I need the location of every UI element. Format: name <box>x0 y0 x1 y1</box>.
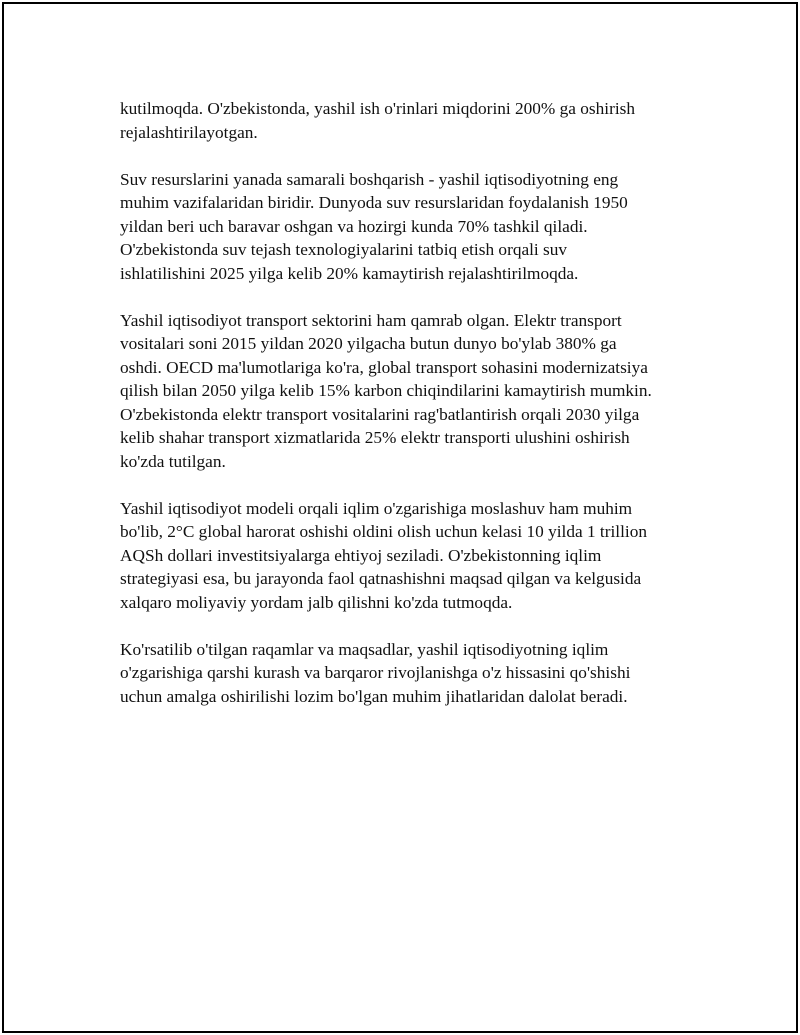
text-line: Yashil iqtisodiyot transport sektorini ham qamrab olgan. Elektr transport <box>120 310 622 330</box>
document-body <box>120 97 710 732</box>
paragraph-1 <box>120 97 710 144</box>
text-line: o'zgarishiga qarshi kurash va barqaror rivojlanishga o'z hissasini qo'shishi <box>120 663 631 682</box>
paragraph-4 <box>120 497 710 615</box>
text-line: Suv resurslarini yanada samarali boshqarish - yashil iqtisodiyotning eng <box>120 169 619 189</box>
document-page <box>2 2 798 1033</box>
text-line: kelib shahar transport xizmatlarida 25% elektr transporti ulushini oshirish <box>120 428 630 447</box>
text-line: O'zbekistonda suv tejash texnologiyalarini tatbiq etish orqali suv <box>120 240 568 259</box>
text-line: strategiyasi esa, bu jarayonda faol qatnashishni maqsad qilgan va kelgusida <box>120 569 642 588</box>
text-line: xalqaro moliyaviy yordam jalb qilishni ko'zda tutmoqda. <box>120 592 513 612</box>
text-line: Yashil iqtisodiyot modeli orqali iqlim o'zgarishiga moslashuv ham muhim <box>120 498 633 518</box>
text-line: muhim vazifalaridan biridir. Dunyoda suv resurslaridan foydalanish 1950 <box>120 193 628 212</box>
text-line: kutilmoqda. O'zbekistonda, yashil ish o'rinlari miqdorini 200% ga oshirish <box>120 99 636 118</box>
text-line: ko'zda tutilgan. <box>120 451 226 471</box>
text-line: bo'lib, 2°C global harorat oshishi oldini olish uchun kelasi 10 yilda 1 trillion <box>120 522 647 541</box>
text-line: oshdi. OECD ma'lumotlariga ko'ra, global transport sohasini modernizatsiya <box>120 357 648 377</box>
text-line: qilish bilan 2050 yilga kelib 15% karbon chiqindilarini kamaytirish mumkin. <box>120 381 652 400</box>
text-line: yildan beri uch baravar oshgan va hozirgi kunda 70% tashkil qiladi. <box>120 216 588 236</box>
text-line: Ko'rsatilib o'tilgan raqamlar va maqsadlar, yashil iqtisodiyotning iqlim <box>120 639 609 659</box>
text-line: vositalari soni 2015 yildan 2020 yilgacha butun dunyo bo'ylab 380% ga <box>120 334 617 353</box>
paragraph-3 <box>120 309 710 474</box>
text-line: uchun amalga oshirilishi lozim bo'lgan muhim jihatlaridan dalolat beradi. <box>120 686 628 706</box>
text-line: rejalashtirilayotgan. <box>120 122 258 142</box>
paragraph-5 <box>120 638 710 709</box>
text-line: ishlatilishini 2025 yilga kelib 20% kamaytirish rejalashtirilmoqda. <box>120 263 579 283</box>
paragraph-2 <box>120 168 710 286</box>
text-line: O'zbekistonda elektr transport vositalarini rag'batlantirish orqali 2030 yilga <box>120 404 640 424</box>
text-line: AQSh dollari investitsiyalarga ehtiyoj seziladi. O'zbekistonning iqlim <box>120 545 602 565</box>
